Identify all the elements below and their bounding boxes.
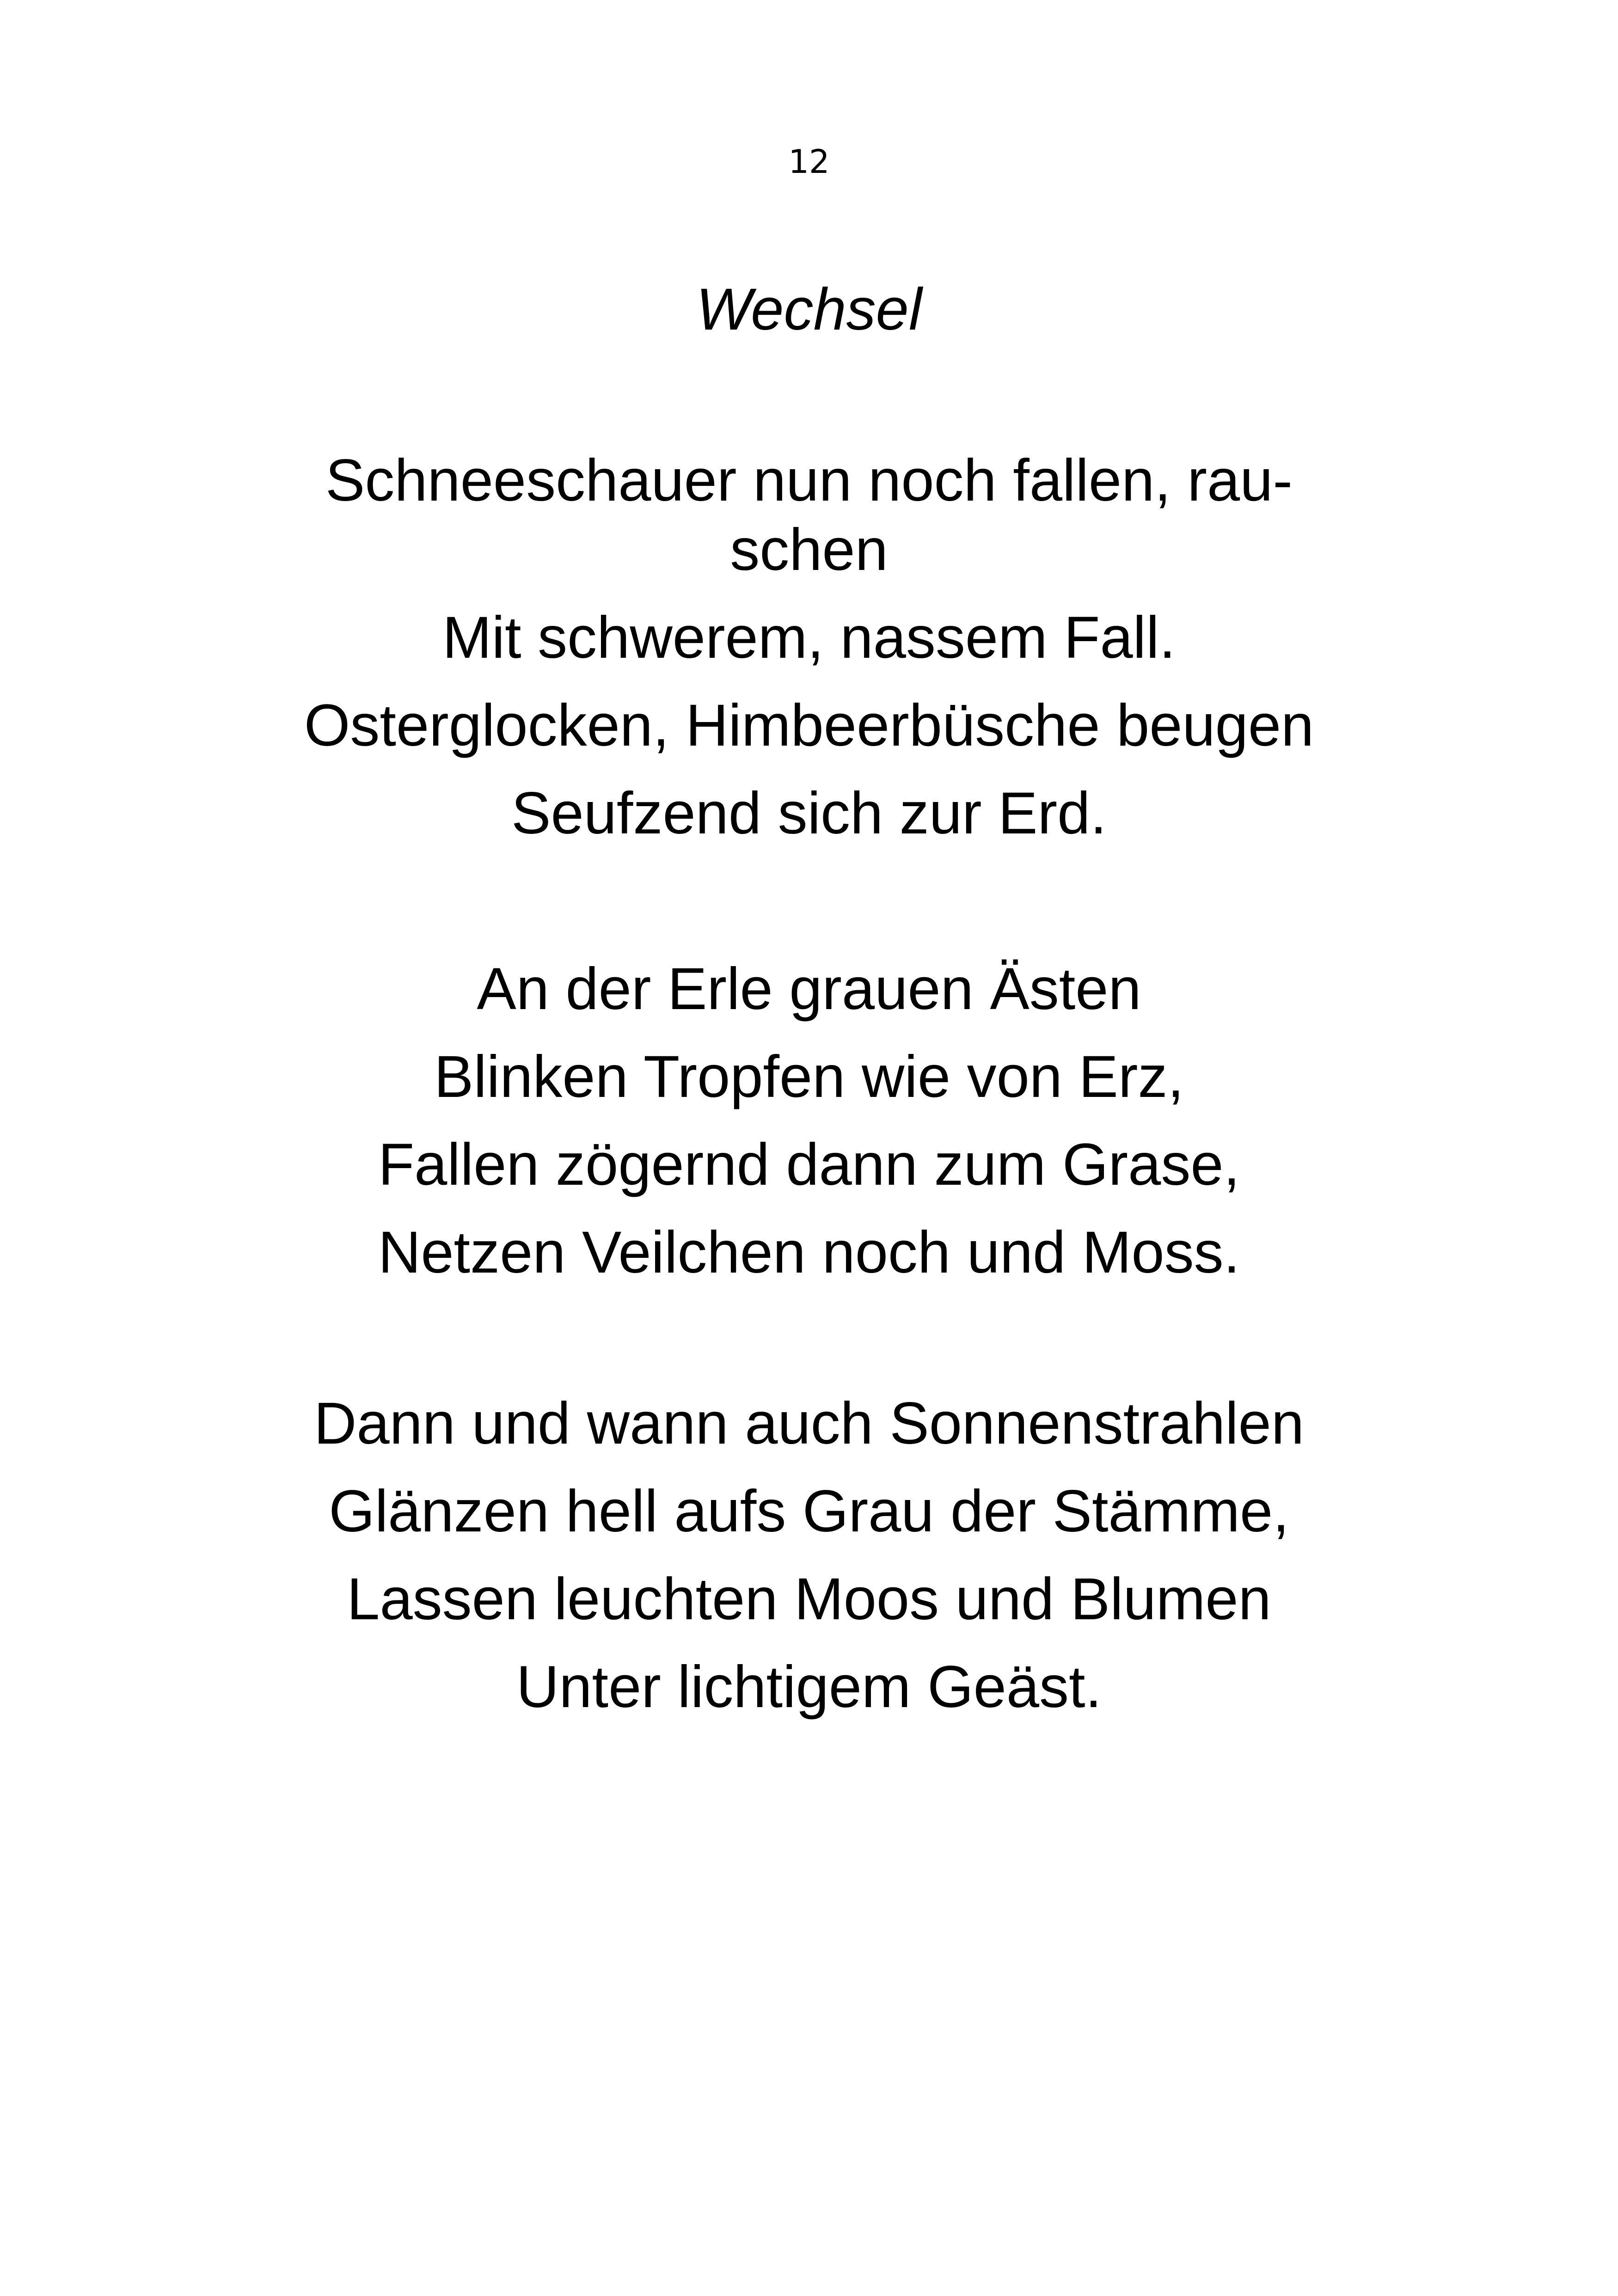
poem-line: Schneeschauer nun noch fallen, rau- bbox=[325, 447, 1293, 514]
poem-line: Fallen zögernd dann zum Grase, bbox=[378, 1132, 1240, 1198]
poem-line: Netzen Veilchen noch und Moss. bbox=[378, 1219, 1240, 1286]
stanza-2 bbox=[0, 955, 1618, 1306]
poem-line: An der Erle grauen Ästen bbox=[477, 956, 1141, 1022]
poem-line: Seufzend sich zur Erd. bbox=[511, 780, 1107, 846]
stanza-1 bbox=[0, 446, 1618, 848]
poem-line: Mit schwerem, nassem Fall. bbox=[442, 605, 1176, 671]
poem-line: Osterglocken, Himbeerbüsche beugen bbox=[304, 692, 1314, 759]
poem-line: Glänzen hell aufs Grau der Stämme, bbox=[329, 1478, 1289, 1544]
poem-line: Lassen leuchten Moos und Blumen bbox=[347, 1566, 1271, 1632]
poem-line: Blinken Tropfen wie von Erz, bbox=[434, 1044, 1184, 1110]
poem-title: Wechsel bbox=[696, 276, 922, 343]
poem-line: Unter lichtigem Geäst. bbox=[516, 1654, 1102, 1720]
stanza-3 bbox=[0, 1389, 1618, 1740]
page-number: 12 bbox=[788, 143, 830, 181]
poem-line: schen bbox=[730, 517, 888, 583]
poem-line: Dann und wann auch Sonnenstrahlen bbox=[313, 1390, 1305, 1457]
